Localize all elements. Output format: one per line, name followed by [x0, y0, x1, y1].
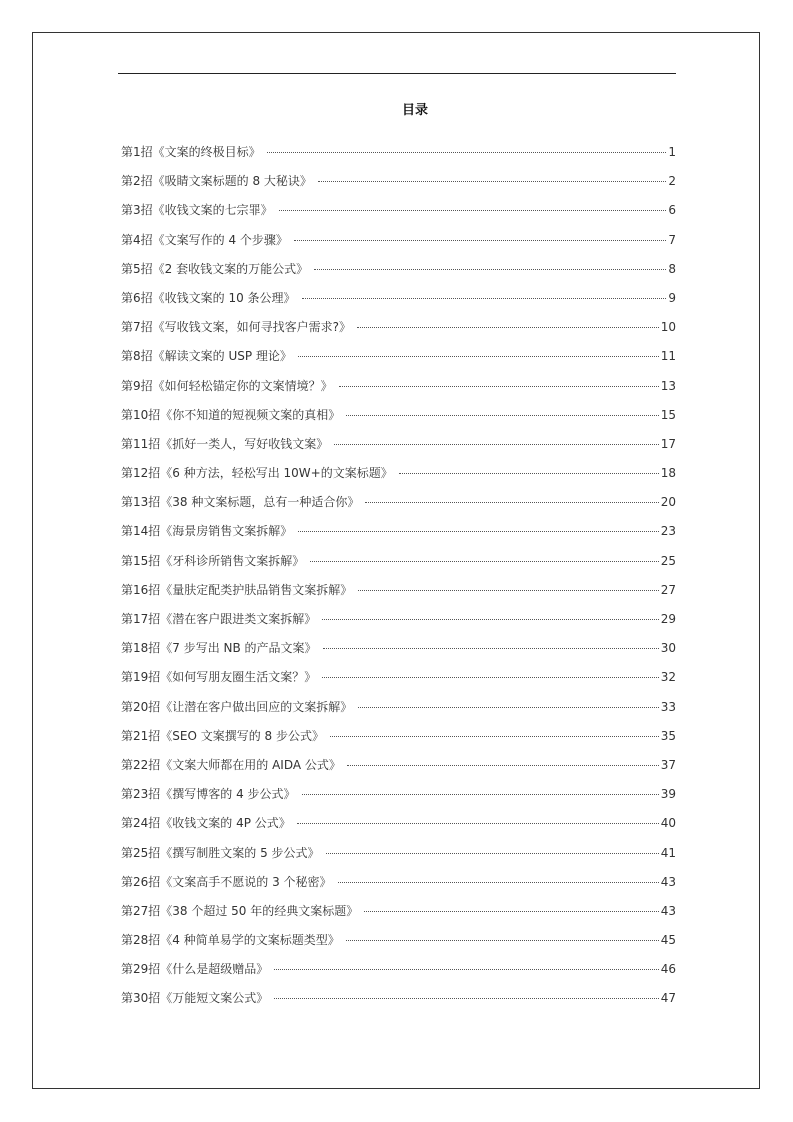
- dot-leader: [346, 940, 659, 941]
- toc-entry-page-number: 20: [660, 495, 676, 510]
- toc-entry-page-number: 9: [668, 290, 676, 305]
- toc-entry-page-number: 15: [660, 407, 676, 422]
- toc-entry[interactable]: [121, 201, 676, 230]
- toc-entry-page-number: 13: [660, 378, 676, 393]
- dot-leader: [330, 736, 659, 737]
- toc-entry-page-number: 29: [660, 612, 676, 626]
- dot-leader: [297, 823, 659, 824]
- toc-entry-label: 第30招《万能短文案公式》: [121, 991, 269, 1006]
- toc-entry-label: 第6招《收钱文案的 10 条公理》: [121, 290, 296, 305]
- toc-entry[interactable]: [121, 873, 676, 902]
- toc-entry[interactable]: [121, 289, 676, 318]
- toc-entry-page-number: 11: [660, 349, 676, 364]
- toc-entry-page-number: 1: [668, 145, 676, 159]
- toc-entry-label: 第27招《38 个超过 50 年的经典文案标题》: [121, 903, 359, 918]
- toc-entry-page-number: 39: [660, 787, 676, 802]
- toc-entry-page-number: 43: [660, 903, 676, 918]
- dot-leader: [322, 619, 658, 620]
- dot-leader: [364, 911, 658, 912]
- toc-entry[interactable]: [121, 406, 676, 435]
- toc-entry[interactable]: [121, 493, 676, 522]
- toc-entry-label: 第1招《文案的终极目标》: [121, 145, 261, 159]
- dot-leader: [326, 853, 659, 854]
- toc-entry[interactable]: [121, 435, 676, 464]
- dot-leader: [357, 327, 659, 328]
- toc-entry-label: 第10招《你不知道的短视频文案的真相》: [121, 407, 341, 422]
- dot-leader: [294, 240, 666, 241]
- header-rule: [118, 73, 676, 74]
- toc-entry-page-number: 23: [660, 524, 676, 539]
- toc-entry[interactable]: [121, 814, 676, 843]
- toc-entry-page-number: 2: [668, 174, 676, 189]
- toc-entry[interactable]: [121, 172, 676, 201]
- toc-entry[interactable]: [121, 785, 676, 814]
- toc-entry-label: 第23招《撰写博客的 4 步公式》: [121, 787, 296, 802]
- toc-title: 目录: [401, 103, 428, 118]
- toc-entry[interactable]: [121, 464, 676, 493]
- dot-leader: [399, 473, 659, 474]
- toc-entry[interactable]: [121, 522, 676, 551]
- toc-entry-page-number: 47: [660, 991, 676, 1006]
- toc-entry[interactable]: [121, 844, 676, 873]
- toc-entry-label: 第26招《文案高手不愿说的 3 个秘密》: [121, 874, 332, 889]
- toc-entry[interactable]: [121, 143, 676, 172]
- table-of-contents: [121, 143, 676, 1019]
- dot-leader: [274, 969, 658, 970]
- toc-entry-label: 第4招《文案写作的 4 个步骤》: [121, 232, 288, 247]
- dot-leader: [310, 561, 658, 562]
- toc-entry[interactable]: [121, 347, 676, 376]
- toc-entry[interactable]: [121, 989, 676, 1018]
- toc-entry-label: 第29招《什么是超级赠品》: [121, 962, 269, 977]
- dot-leader: [358, 590, 658, 591]
- dot-leader: [298, 356, 659, 357]
- toc-entry-page-number: 25: [660, 553, 676, 568]
- toc-entry-label: 第19招《如何写朋友圈生活文案？》: [121, 670, 317, 685]
- dot-leader: [323, 648, 659, 649]
- toc-entry[interactable]: [121, 552, 676, 581]
- toc-entry-page-number: 8: [668, 261, 676, 276]
- toc-entry[interactable]: [121, 727, 676, 756]
- toc-entry-page-number: 27: [660, 582, 676, 597]
- dot-leader: [302, 298, 667, 299]
- toc-entry-label: 第24招《收钱文案的 4P 公式》: [121, 816, 291, 831]
- toc-entry-page-number: 35: [660, 728, 676, 743]
- toc-entry-page-number: 18: [660, 466, 676, 481]
- toc-entry-label: 第9招《如何轻松锚定你的文案情境？》: [121, 378, 333, 393]
- dot-leader: [318, 181, 666, 182]
- dot-leader: [267, 152, 667, 153]
- toc-entry-page-number: 45: [660, 933, 676, 948]
- toc-entry-label: 第11招《抓好一类人，写好收钱文案》: [121, 436, 329, 451]
- toc-entry-page-number: 37: [660, 757, 676, 772]
- toc-entry-page-number: 6: [668, 203, 676, 218]
- toc-entry[interactable]: [121, 668, 676, 697]
- dot-leader: [279, 210, 667, 211]
- toc-entry-page-number: 7: [668, 232, 676, 247]
- toc-entry-label: 第2招《吸睛文案标题的 8 大秘诀》: [121, 174, 312, 189]
- toc-entry-page-number: 46: [660, 962, 676, 977]
- dot-leader: [347, 765, 659, 766]
- toc-entry-label: 第13招《38 种文案标题，总有一种适合你》: [121, 495, 360, 510]
- dot-leader: [298, 531, 658, 532]
- toc-entry-page-number: 40: [660, 816, 676, 831]
- toc-entry-page-number: 32: [660, 670, 676, 685]
- toc-entry[interactable]: [121, 318, 676, 347]
- toc-entry-label: 第12招《6 种方法，轻松写出 10W+的文案标题》: [121, 466, 393, 481]
- dot-leader: [365, 502, 658, 503]
- toc-entry-page-number: 10: [660, 320, 676, 335]
- toc-entry-label: 第28招《4 种简单易学的文案标题类型》: [121, 933, 340, 948]
- toc-entry-label: 第21招《SEO 文案撰写的 8 步公式》: [121, 728, 324, 743]
- toc-entry-label: 第3招《收钱文案的七宗罪》: [121, 203, 273, 218]
- toc-entry-label: 第5招《2 套收钱文案的万能公式》: [121, 261, 309, 276]
- dot-leader: [338, 882, 659, 883]
- dot-leader: [339, 386, 659, 387]
- toc-entry-label: 第17招《潜在客户跟进类文案拆解》: [121, 612, 317, 626]
- toc-entry-page-number: 33: [660, 699, 676, 714]
- toc-entry-page-number: 17: [660, 436, 676, 451]
- dot-leader: [346, 415, 658, 416]
- toc-entry[interactable]: [121, 610, 676, 639]
- dot-leader: [334, 444, 658, 445]
- toc-entry[interactable]: [121, 639, 676, 668]
- toc-entry[interactable]: [121, 377, 676, 406]
- dot-leader: [302, 794, 659, 795]
- toc-entry[interactable]: [121, 756, 676, 785]
- toc-entry[interactable]: [121, 960, 676, 989]
- toc-entry-label: 第22招《文案大师都在用的 AIDA 公式》: [121, 757, 341, 772]
- toc-entry[interactable]: [121, 260, 676, 289]
- toc-entry-label: 第14招《海景房销售文案拆解》: [121, 524, 293, 539]
- toc-entry-label: 第25招《撰写制胜文案的 5 步公式》: [121, 845, 320, 860]
- dot-leader: [358, 707, 658, 708]
- toc-entry-page-number: 41: [660, 845, 676, 860]
- toc-entry[interactable]: [121, 698, 676, 727]
- toc-entry-page-number: 43: [660, 874, 676, 889]
- toc-entry-label: 第7招《写收钱文案，如何寻找客户需求?》: [121, 320, 352, 335]
- toc-entry-label: 第8招《解读文案的 USP 理论》: [121, 349, 292, 364]
- toc-entry[interactable]: [121, 231, 676, 260]
- toc-entry[interactable]: [121, 931, 676, 960]
- dot-leader: [322, 677, 658, 678]
- toc-entry[interactable]: [121, 902, 676, 931]
- toc-entry-page-number: 30: [660, 641, 676, 656]
- dot-leader: [314, 269, 666, 270]
- toc-entry[interactable]: [121, 581, 676, 610]
- toc-entry-label: 第18招《7 步写出 NB 的产品文案》: [121, 641, 317, 656]
- dot-leader: [274, 998, 658, 999]
- toc-entry-label: 第15招《牙科诊所销售文案拆解》: [121, 553, 305, 568]
- toc-entry-label: 第20招《让潜在客户做出回应的文案拆解》: [121, 699, 353, 714]
- toc-entry-label: 第16招《量肤定配类护肤品销售文案拆解》: [121, 582, 353, 597]
